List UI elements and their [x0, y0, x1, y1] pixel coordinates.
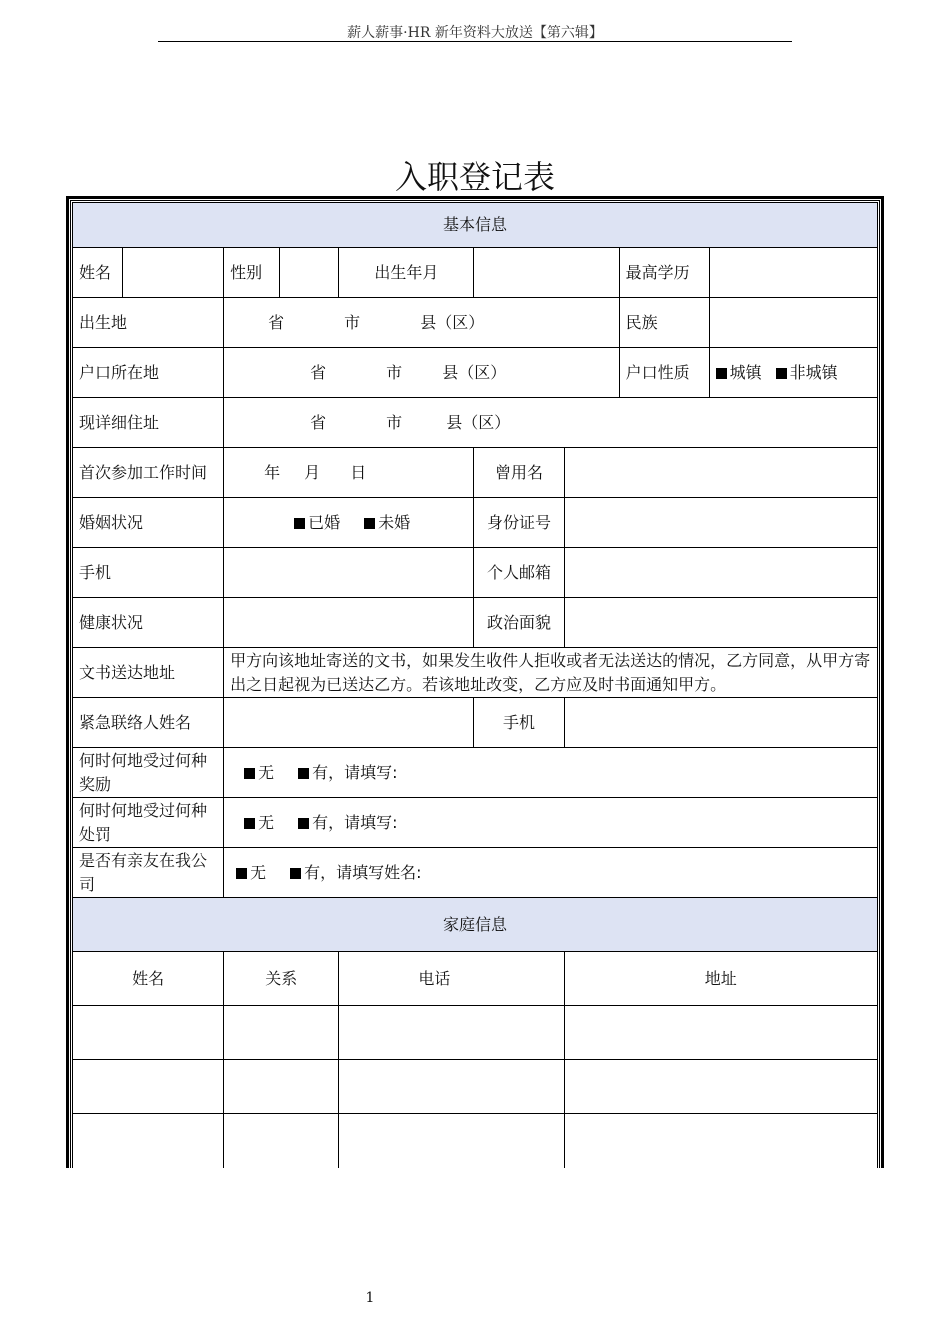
- relative-label: 是否有亲友在我公司: [73, 848, 224, 898]
- first-work-label: 首次参加工作时间: [73, 448, 224, 498]
- award-options: [224, 748, 878, 798]
- award-label: 何时何地受过何种奖励: [73, 748, 224, 798]
- award-yes-checkbox[interactable]: [298, 768, 309, 779]
- province-text: 省: [310, 362, 327, 382]
- id-field[interactable]: [564, 498, 877, 548]
- family-col-relation: 关系: [224, 952, 339, 1006]
- hukou-type-label: 户口性质: [619, 348, 709, 398]
- header-divider: [158, 41, 792, 42]
- former-name-field[interactable]: [564, 448, 877, 498]
- delivery-note: 甲方向该地址寄送的文书，如果发生收件人拒收或者无法送达的情况，乙方同意，从甲方寄出之日起视为已送达乙方。若该地址改变，乙方应及时书面通知甲方。: [224, 648, 878, 698]
- county-text: 县（区）: [420, 312, 485, 332]
- urban-checkbox[interactable]: [716, 368, 727, 379]
- family-phone-cell[interactable]: [339, 1114, 564, 1168]
- family-relation-cell[interactable]: [224, 1006, 339, 1060]
- month-text: 月: [304, 462, 321, 482]
- province-text: 省: [310, 412, 327, 432]
- hukou-label: 户口所在地: [73, 348, 224, 398]
- health-field[interactable]: [224, 598, 474, 648]
- urban-option: 城镇: [729, 362, 762, 382]
- phone-field[interactable]: [224, 548, 474, 598]
- family-address-cell[interactable]: [564, 1114, 877, 1168]
- award-yes-option: 有，请填写:: [312, 762, 398, 782]
- family-col-phone: 电话: [339, 952, 564, 1006]
- ethnicity-label: 民族: [619, 298, 709, 348]
- punish-yes-option: 有，请填写:: [312, 812, 398, 832]
- birth-label: 出生年月: [339, 248, 474, 298]
- year-text: 年: [264, 462, 281, 482]
- family-row: [73, 1060, 878, 1114]
- family-phone-cell[interactable]: [339, 1060, 564, 1114]
- section-basic-info: 基本信息: [73, 203, 878, 248]
- marital-options: [224, 498, 474, 548]
- birth-field[interactable]: [474, 248, 619, 298]
- family-col-address: 地址: [564, 952, 877, 1006]
- email-field[interactable]: [564, 548, 877, 598]
- relative-none-option: 无: [250, 862, 267, 882]
- rural-option: 非城镇: [789, 362, 838, 382]
- education-label: 最高学历: [619, 248, 709, 298]
- relative-yes-option: 有，请填写姓名:: [304, 862, 422, 882]
- phone-label: 手机: [73, 548, 224, 598]
- gender-label: 性别: [224, 248, 280, 298]
- name-label: 姓名: [73, 248, 123, 298]
- education-field[interactable]: [709, 248, 877, 298]
- married-checkbox[interactable]: [294, 518, 305, 529]
- emergency-field[interactable]: [224, 698, 474, 748]
- family-name-cell[interactable]: [73, 1114, 224, 1168]
- county-text: 县（区）: [442, 362, 507, 382]
- marital-label: 婚姻状况: [73, 498, 224, 548]
- family-name-cell[interactable]: [73, 1060, 224, 1114]
- emergency-label: 紧急联络人姓名: [73, 698, 224, 748]
- award-none-checkbox[interactable]: [244, 768, 255, 779]
- email-label: 个人邮箱: [474, 548, 564, 598]
- first-work-field[interactable]: [224, 448, 474, 498]
- relative-none-checkbox[interactable]: [236, 868, 247, 879]
- relative-yes-checkbox[interactable]: [290, 868, 301, 879]
- county-text: 县（区）: [446, 412, 511, 432]
- married-option: 已婚: [308, 512, 341, 532]
- ethnicity-field[interactable]: [709, 298, 877, 348]
- family-name-cell[interactable]: [73, 1006, 224, 1060]
- health-label: 健康状况: [73, 598, 224, 648]
- relative-options: [224, 848, 878, 898]
- address-field[interactable]: [224, 398, 878, 448]
- gender-field[interactable]: [280, 248, 339, 298]
- family-relation-cell[interactable]: [224, 1114, 339, 1168]
- page-header: 薪人薪事·HR 新年资料大放送【第六辑】: [347, 25, 603, 41]
- city-text: 市: [386, 412, 403, 432]
- punish-none-checkbox[interactable]: [244, 818, 255, 829]
- punish-label: 何时何地受过何种处罚: [73, 798, 224, 848]
- emergency-phone-label: 手机: [474, 698, 564, 748]
- province-text: 省: [268, 312, 285, 332]
- family-col-name: 姓名: [73, 952, 224, 1006]
- registration-form: [72, 202, 878, 1168]
- punish-yes-checkbox[interactable]: [298, 818, 309, 829]
- city-text: 市: [344, 312, 361, 332]
- former-name-label: 曾用名: [474, 448, 564, 498]
- day-text: 日: [350, 462, 367, 482]
- family-relation-cell[interactable]: [224, 1060, 339, 1114]
- hukou-type-options: [709, 348, 877, 398]
- punish-none-option: 无: [258, 812, 275, 832]
- name-field[interactable]: [123, 248, 224, 298]
- family-address-cell[interactable]: [564, 1006, 877, 1060]
- unmarried-checkbox[interactable]: [364, 518, 375, 529]
- section-family-info: 家庭信息: [73, 898, 878, 952]
- award-none-option: 无: [258, 762, 275, 782]
- rural-checkbox[interactable]: [776, 368, 787, 379]
- birthplace-label: 出生地: [73, 298, 224, 348]
- family-row: [73, 1114, 878, 1168]
- political-label: 政治面貌: [474, 598, 564, 648]
- unmarried-option: 未婚: [378, 512, 411, 532]
- political-field[interactable]: [564, 598, 877, 648]
- emergency-phone-field[interactable]: [564, 698, 877, 748]
- family-address-cell[interactable]: [564, 1060, 877, 1114]
- punish-options: [224, 798, 878, 848]
- city-text: 市: [386, 362, 403, 382]
- id-label: 身份证号: [474, 498, 564, 548]
- hukou-field[interactable]: [224, 348, 619, 398]
- page-number: 1: [365, 1290, 375, 1306]
- birthplace-field[interactable]: [224, 298, 619, 348]
- delivery-label: 文书送达地址: [73, 648, 224, 698]
- address-label: 现详细住址: [73, 398, 224, 448]
- page-title: 入职登记表: [394, 158, 555, 196]
- family-row: [73, 1006, 878, 1060]
- family-phone-cell[interactable]: [339, 1006, 564, 1060]
